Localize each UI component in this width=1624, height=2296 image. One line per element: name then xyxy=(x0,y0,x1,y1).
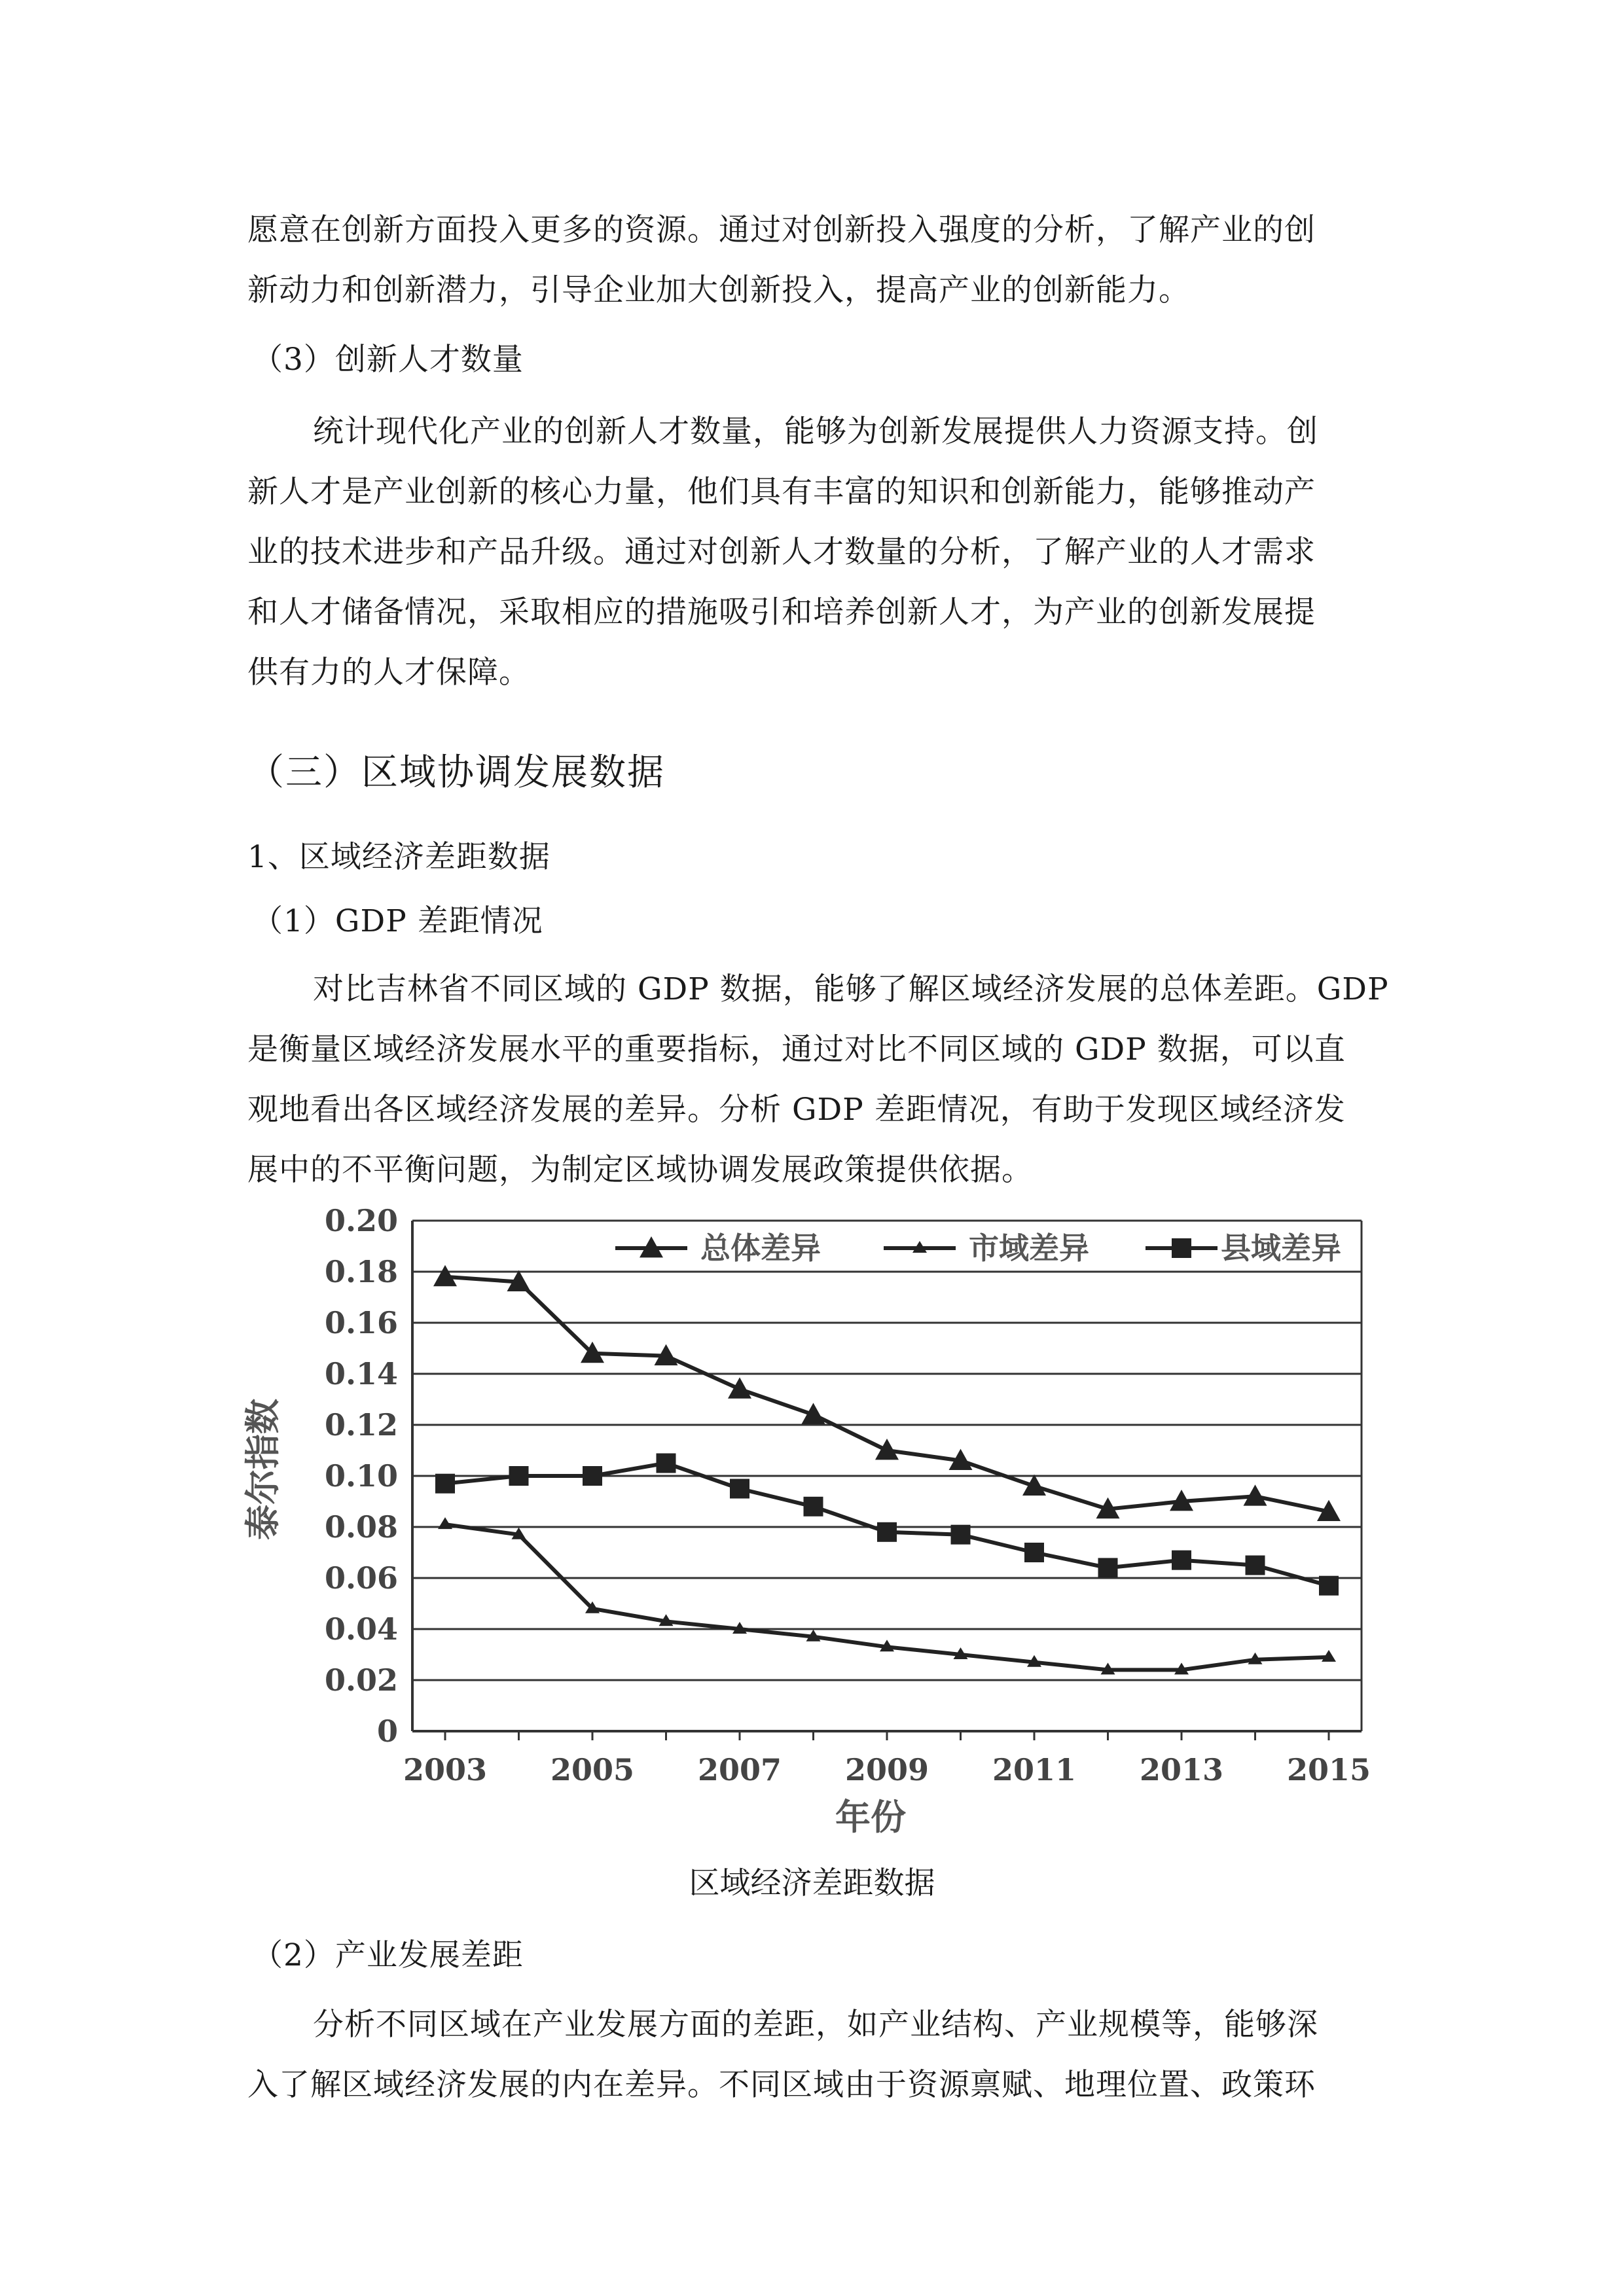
y-tick-label: 0.18 xyxy=(324,1254,398,1289)
paragraph-4-line-2: 入了解区域经济发展的内在差异。不同区域由于资源禀赋、地理位置、政策环 xyxy=(247,2067,1316,2103)
y-axis-title: 泰尔指数 xyxy=(242,1399,283,1540)
data-point xyxy=(804,1497,823,1516)
y-tick-label: 0.20 xyxy=(324,1203,398,1238)
y-tick-label: 0.12 xyxy=(324,1407,398,1443)
y-tick-label: 0.10 xyxy=(324,1458,398,1494)
paragraph-3-line-2: 是衡量区域经济发展水平的重要指标，通过对比不同区域的 GDP 数据，可以直 xyxy=(247,1031,1346,1067)
data-point xyxy=(1172,1551,1191,1570)
y-tick-label: 0.04 xyxy=(324,1611,398,1647)
paragraph-1-line-1: 愿意在创新方面投入更多的资源。通过对创新投入强度的分析，了解产业的创 xyxy=(247,212,1316,248)
y-tick-labels xyxy=(325,1203,398,1749)
y-tick-label: 0.14 xyxy=(324,1356,398,1391)
x-tick-labels xyxy=(403,1752,1371,1787)
data-point xyxy=(509,1466,529,1486)
section-title: （三）区域协调发展数据 xyxy=(247,751,665,794)
theil-index-chart xyxy=(242,1203,1375,1862)
data-point xyxy=(1098,1558,1118,1577)
paragraph-3-line-3: 观地看出各区域经济发展的差异。分析 GDP 差距情况，有助于发现区域经济发 xyxy=(247,1092,1346,1128)
data-point xyxy=(435,1474,455,1494)
data-point xyxy=(1024,1543,1044,1562)
x-tick-label: 2011 xyxy=(992,1752,1077,1787)
data-point xyxy=(730,1479,749,1499)
data-point xyxy=(951,1525,971,1545)
legend-label: 市域差异 xyxy=(969,1230,1089,1266)
x-tick-label: 2005 xyxy=(550,1752,635,1787)
chart-svg xyxy=(242,1203,1375,1862)
paragraph-4-line-1: 分析不同区域在产业发展方面的差距，如产业结构、产业规模等，能够深 xyxy=(313,2007,1318,2043)
data-point xyxy=(438,1517,452,1529)
y-tick-label: 0.08 xyxy=(324,1509,398,1545)
data-point xyxy=(1319,1576,1339,1596)
chart-legend xyxy=(609,1223,1359,1269)
paragraph-2-line-1: 统计现代化产业的创新人才数量，能够为创新发展提供人力资源支持。创 xyxy=(313,414,1318,450)
x-tick-label: 2009 xyxy=(844,1752,929,1787)
paragraph-1-line-2: 新动力和创新潜力，引导企业加大创新投入，提高产业的创新能力。 xyxy=(247,272,1190,308)
x-tick-label: 2013 xyxy=(1139,1752,1224,1787)
paragraph-2-line-3: 业的技术进步和产品升级。通过对创新人才数量的分析，了解产业的人才需求 xyxy=(247,534,1316,570)
paragraph-3-line-1: 对比吉林省不同区域的 GDP 数据，能够了解区域经济发展的总体差距。GDP xyxy=(313,971,1389,1007)
x-tick-label: 2003 xyxy=(403,1752,488,1787)
chart-series xyxy=(433,1265,1341,1675)
heading-innovation-talent: （3）创新人才数量 xyxy=(252,342,524,378)
data-point xyxy=(1246,1556,1265,1575)
x-tick-label: 2007 xyxy=(697,1752,782,1787)
chart-frame xyxy=(412,1221,1362,1740)
paragraph-2-line-2: 新人才是产业创新的核心力量，他们具有丰富的知识和创新能力，能够推动产 xyxy=(247,474,1316,510)
legend-label: 县域差异 xyxy=(1221,1230,1341,1266)
heading-industry-gap: （2）产业发展差距 xyxy=(252,1937,524,1973)
paragraph-3-line-4: 展中的不平衡问题，为制定区域协调发展政策提供依据。 xyxy=(247,1152,1033,1188)
subsection-regional-gap: 1、区域经济差距数据 xyxy=(247,839,550,875)
y-tick-label: 0.16 xyxy=(324,1305,398,1340)
y-tick-label: 0.02 xyxy=(324,1662,398,1698)
heading-gdp-gap: （1）GDP 差距情况 xyxy=(252,903,543,939)
data-point xyxy=(875,1439,899,1460)
legend-marker xyxy=(1172,1238,1191,1258)
paragraph-2-line-5: 供有力的人才保障。 xyxy=(247,655,530,691)
data-point xyxy=(583,1466,602,1486)
y-tick-label: 0.06 xyxy=(324,1560,398,1596)
data-point xyxy=(728,1377,751,1398)
legend-label: 总体差异 xyxy=(700,1230,821,1266)
x-axis-title: 年份 xyxy=(835,1797,906,1838)
y-tick-label: 0 xyxy=(376,1713,398,1749)
x-tick-label: 2015 xyxy=(1286,1752,1371,1787)
paragraph-2-line-4: 和人才储备情况，采取相应的措施吸引和培养创新人才，为产业的创新发展提 xyxy=(247,594,1316,630)
data-point xyxy=(657,1454,676,1473)
figure-caption: 区域经济差距数据 xyxy=(689,1865,935,1901)
data-point xyxy=(877,1522,897,1542)
